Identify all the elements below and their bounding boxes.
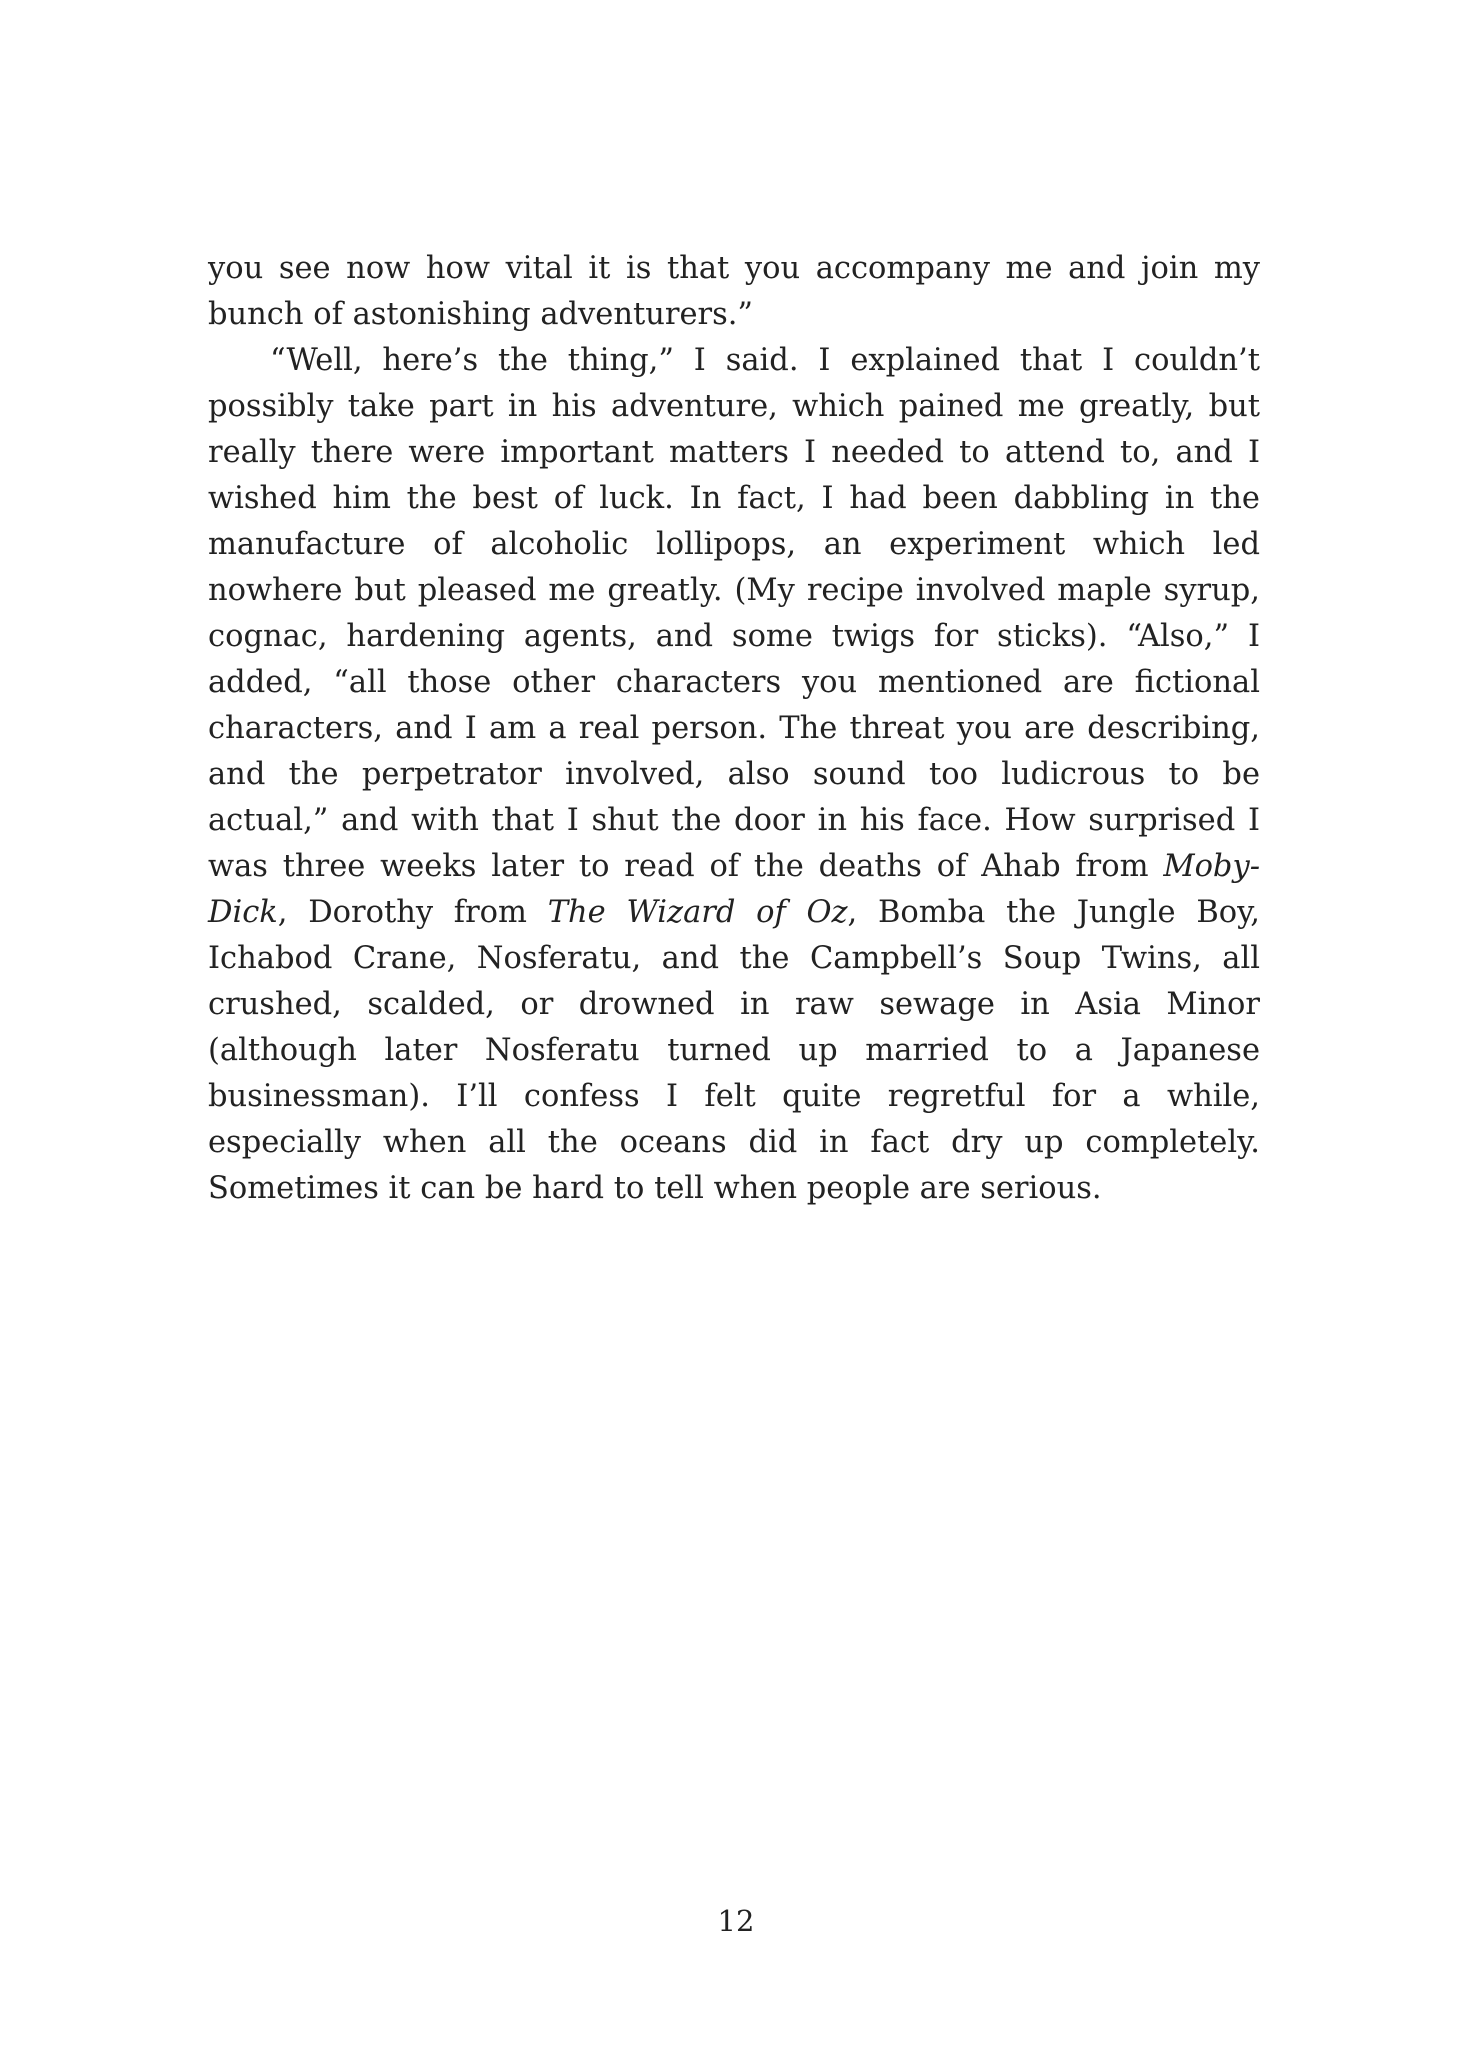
paragraph-1-text: you see now how vital it is that you accompany me and join my bunch of astonishing adventurers.”: [208, 251, 1260, 332]
book-title-moby-dick: Moby-Dick: [208, 849, 1260, 930]
paragraph-continuation: [208, 246, 1260, 338]
body-text: [208, 246, 1260, 1212]
paragraph-2-part-2: , Dorothy from: [277, 895, 548, 930]
paragraph-2-part-1: “Well, here’s the thing,” I said. I explained that I couldn’t possibly take part in his adventure, which pained me greatly, but really there were important matters I needed to attend to, and I wished him the best of luck. In fact, I had been dabbling in the manufacture of alcoholic lollipops, an experiment which led nowhere but pleased me greatly. (My recipe involved maple syrup, cognac, hardening agents, and some twigs for sticks). “Also,” I added, “all those other characters you mentioned are fictional characters, and I am a real person. The threat you are describing, and the perpetrator involved, also sound too ludicrous to be actual,” and with that I shut the door in his face. How surprised I was three weeks later to read of the deaths of Ahab from: [208, 343, 1260, 884]
paragraph-main: [208, 338, 1260, 1212]
book-title-wizard-of-oz: The Wizard of Oz: [547, 895, 848, 930]
paragraph-2-part-3: , Bomba the Jungle Boy, Ichabod Crane, Nosferatu, and the Campbell’s Soup Twins, all crushed, scalded, or drowned in raw sewage in Asia Minor (although later Nosferatu turned up married to a Japanese businessman). I’ll confess I felt quite regretful for a while, especially when all the oceans did in fact dry up completely. Sometimes it can be hard to tell when people are serious.: [208, 895, 1260, 1206]
page-number: 12: [717, 1904, 755, 1938]
